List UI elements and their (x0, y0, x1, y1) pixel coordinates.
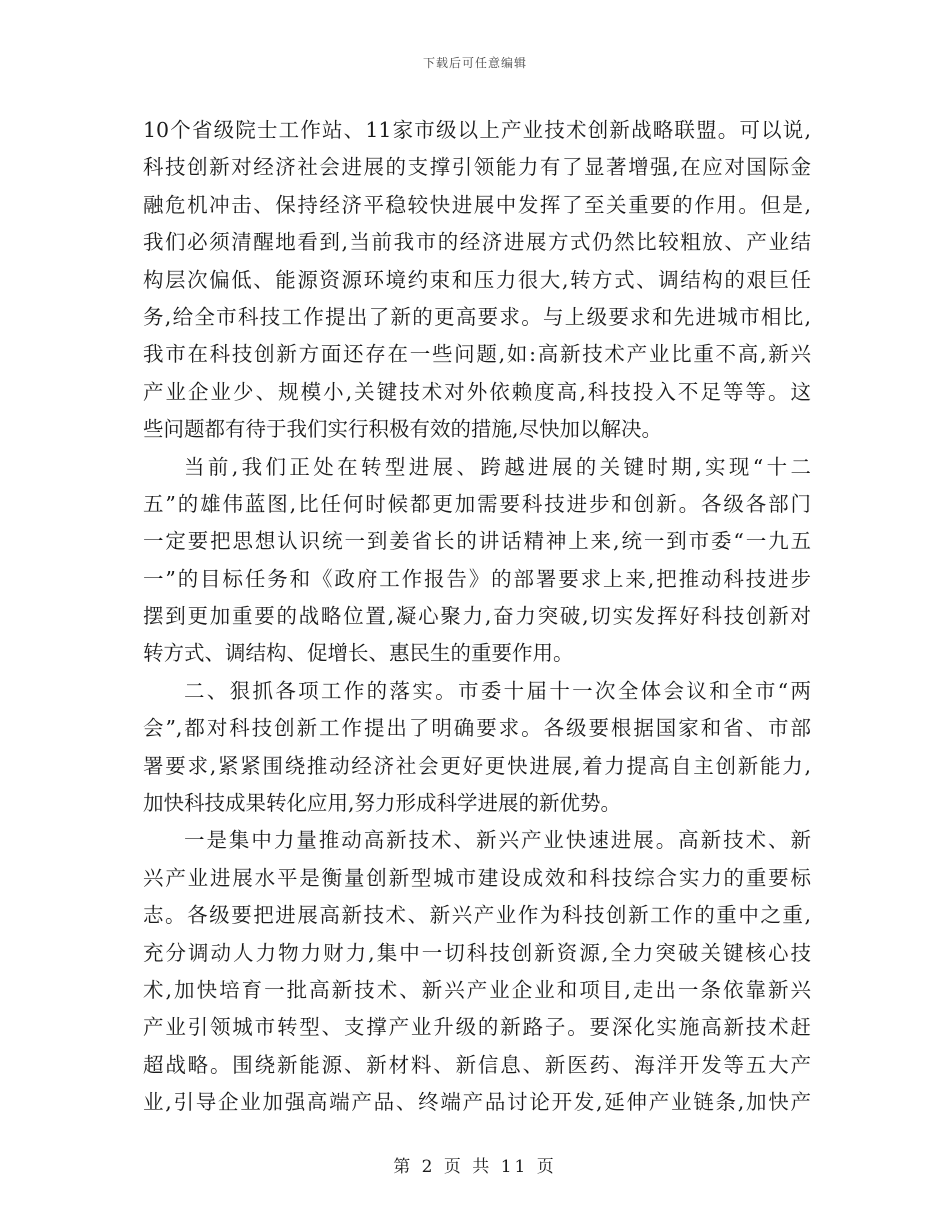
text-line: 我们必须清醒地看到,当前我市的经济进展方式仍然比较粗放、产业结 (143, 230, 811, 255)
text-line: 兴产业进展水平是衡量创新型城市建设成效和科技综合实力的重要标 (143, 865, 811, 890)
text-line: 会”,都对科技创新工作提出了明确要求。各级要根据国家和省、市部 (143, 716, 811, 741)
text-line: 一”的目标任务和《政府工作报告》的部署要求上来,把推动科技进步 (143, 566, 811, 591)
text-line: 10个省级院士工作站、11家市级以上产业技术创新战略联盟。可以说, (143, 118, 811, 142)
text-line: 构层次偏低、能源资源环境约束和压力很大,转方式、调结构的艰巨任 (143, 267, 811, 292)
text-line: 超战略。围绕新能源、新材料、新信息、新医药、海洋开发等五大产 (143, 1052, 811, 1077)
text-line: 业,引导企业加强高端产品、终端产品讨论开发,延伸产业链条,加快产 (143, 1090, 811, 1115)
text-line: 署要求,紧紧围绕推动经济社会更好更快进展,着力提高自主创新能力, (143, 753, 811, 778)
text-line: 我市在科技创新方面还存在一些问题,如:高新技术产业比重不高,新兴 (143, 342, 811, 367)
text-line: 五”的雄伟蓝图,比任何时候都更加需要科技进步和创新。各级各部门 (143, 491, 811, 516)
text-line: 充分调动人力物力财力,集中一切科技创新资源,全力突破关键核心技 (143, 940, 811, 965)
text-line: 些问题都有待于我们实行积极有效的措施,尽快加以解决。 (143, 417, 663, 442)
text-line: 一定要把思想认识统一到姜省长的讲话精神上来,统一到市委“一九五 (143, 529, 811, 554)
page-header: 下载后可任意编辑 (422, 56, 527, 70)
text-line: 加快科技成果转化应用,努力形成科学进展的新优势。 (143, 791, 622, 816)
text-line: 摆到更加重要的战略位置,凝心聚力,奋力突破,切实发挥好科技创新对 (143, 604, 811, 629)
text-line: 转方式、调结构、促增长、惠民生的重要作用。 (143, 641, 574, 666)
text-line: 科技创新对经济社会进展的支撑引领能力有了显著增强,在应对国际金 (143, 155, 811, 180)
text-line: 术,加快培育一批高新技术、新兴产业企业和项目,走出一条依靠新兴 (143, 977, 811, 1002)
document-body (143, 112, 811, 1122)
text-line: 产业企业少、规模小,关键技术对外依赖度高,科技投入不足等等。这 (143, 379, 811, 404)
text-line: 务,给全市科技工作提出了新的更高要求。与上级要求和先进城市相比, (143, 304, 811, 329)
text-line: 产业引领城市转型、支撑产业升级的新路子。要深化实施高新技术赶 (143, 1015, 811, 1040)
text-line: 二、狠抓各项工作的落实。市委十届十一次全体会议和全市“两 (184, 678, 811, 703)
text-line: 融危机冲击、保持经济平稳较快进展中发挥了至关重要的作用。但是, (143, 192, 811, 217)
text-line: 一是集中力量推动高新技术、新兴产业快速进展。高新技术、新 (184, 828, 811, 853)
text-line: 志。各级要把进展高新技术、新兴产业作为科技创新工作的重中之重, (143, 903, 811, 928)
text-line: 当前,我们正处在转型进展、跨越进展的关键时期,实现“十二 (184, 454, 811, 479)
page-footer: 第 2 页 共 11 页 (393, 1157, 557, 1177)
